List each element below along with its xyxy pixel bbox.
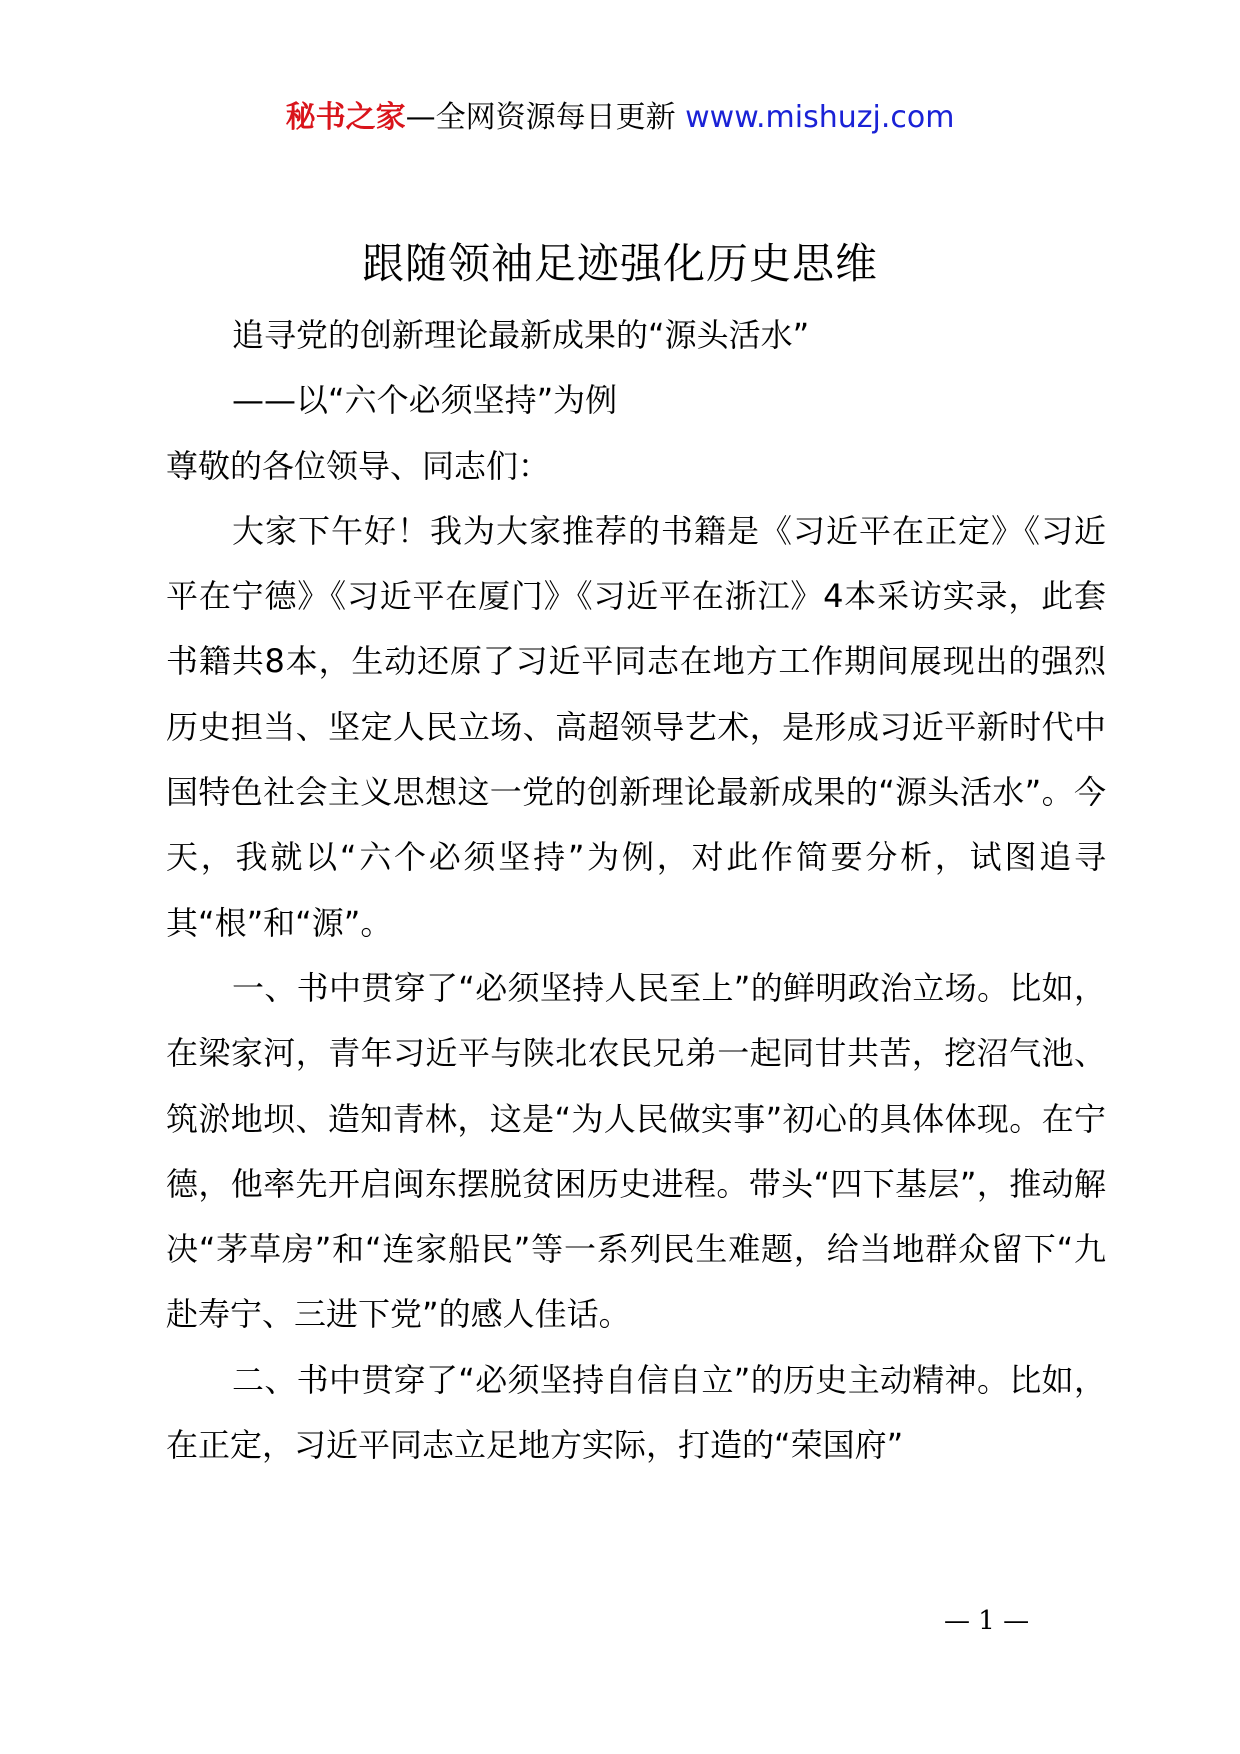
document-title: 跟随领袖足迹强化历史思维: [361, 239, 878, 288]
subtitle-line-2: ——以“六个必须坚持”为例: [232, 381, 618, 420]
subtitle-line-1: 追寻党的创新理论最新成果的“源头活水”: [232, 316, 810, 354]
site-tagline: —全网资源每日更新: [405, 100, 686, 135]
document-body: [166, 303, 1106, 1478]
site-url-link[interactable]: www.mishuzj.com: [685, 100, 955, 135]
salutation: 尊敬的各位领导、同志们：: [166, 446, 551, 485]
paragraph-point-two: 二、书中贯穿了“必须坚持自信自立”的历史主动精神。比如，在正定，习近平同志立足地方实际，打造的“荣国府”: [166, 1360, 1106, 1465]
site-brand: 秘书之家: [285, 100, 406, 135]
paragraph-intro: 大家下午好！我为大家推荐的书籍是《习近平在正定》《习近平在宁德》《习近平在厦门》《习近平在浙江》4本采访实录，此套书籍共8本，生动还原了习近平同志在地方工作期间展现出的强烈历史担当、坚定人民立场、高超领导艺术，是形成习近平新时代中国特色社会主义思想这一党的创新理论最新成果的“源头活水”。今天，我就以“六个必须坚持”为例，对此作简要分析，试图追寻其“根”和“源”。: [166, 511, 1106, 942]
site-header: [0, 98, 1240, 138]
page-number: — 1 —: [944, 1606, 1030, 1636]
paragraph-point-one: 一、书中贯穿了“必须坚持人民至上”的鲜明政治立场。比如，在梁家河，青年习近平与陕北农民兄弟一起同甘共苦，挖沼气池、筑淤地坝、造知青林，这是“为人民做实事”初心的具体体现。在宁德，他率先开启闽东摆脱贫困历史进程。带头“四下基层”，推动解决“茅草房”和“连家船民”等一系列民生难题，给当地群众留下“九赴寿宁、三进下党”的感人佳话。: [166, 968, 1106, 1334]
